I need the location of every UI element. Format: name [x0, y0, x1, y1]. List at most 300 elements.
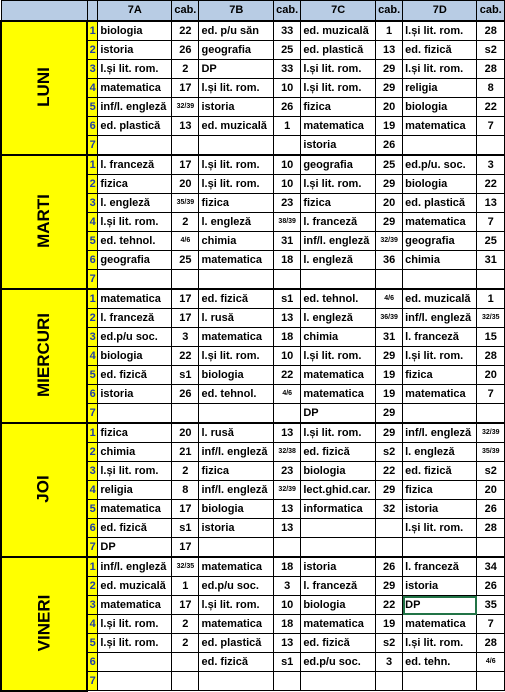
subject-cell[interactable]: [403, 270, 477, 290]
subject-cell[interactable]: biologia: [199, 500, 274, 519]
subject-cell[interactable]: ed. plastică: [301, 41, 376, 60]
subject-cell[interactable]: l. engleză: [199, 213, 274, 232]
subject-cell[interactable]: l. engleză: [301, 251, 376, 270]
room-cell[interactable]: [274, 672, 301, 691]
lesson-number[interactable]: 1: [87, 423, 98, 443]
subject-cell[interactable]: ed. tehnol.: [98, 232, 172, 251]
room-cell[interactable]: 13: [274, 519, 301, 538]
room-cell[interactable]: 25: [477, 232, 505, 251]
subject-cell[interactable]: matematica: [301, 385, 376, 404]
room-cell[interactable]: 4/6: [376, 289, 403, 309]
room-cell[interactable]: 22: [172, 347, 199, 366]
subject-cell[interactable]: istoria: [403, 500, 477, 519]
room-cell[interactable]: 28: [477, 60, 505, 79]
room-cell[interactable]: 26: [274, 98, 301, 117]
column-header-7a[interactable]: 7A: [98, 1, 172, 22]
subject-cell[interactable]: DP: [199, 60, 274, 79]
room-cell[interactable]: s2: [376, 634, 403, 653]
room-cell[interactable]: 19: [376, 615, 403, 634]
lesson-number[interactable]: 4: [87, 79, 98, 98]
lesson-number[interactable]: 3: [87, 60, 98, 79]
room-cell[interactable]: 18: [274, 328, 301, 347]
subject-cell[interactable]: fizica: [98, 175, 172, 194]
room-cell[interactable]: 13: [172, 117, 199, 136]
room-cell[interactable]: 18: [274, 615, 301, 634]
room-cell[interactable]: 22: [172, 21, 199, 41]
subject-cell[interactable]: fizica: [301, 194, 376, 213]
room-cell[interactable]: 8: [477, 79, 505, 98]
room-cell[interactable]: [274, 136, 301, 156]
subject-cell[interactable]: [98, 653, 172, 672]
room-cell[interactable]: [274, 270, 301, 290]
subject-cell[interactable]: istoria: [199, 519, 274, 538]
room-cell[interactable]: 20: [172, 175, 199, 194]
subject-cell[interactable]: l.și lit. rom.: [403, 347, 477, 366]
subject-cell[interactable]: ed. fizică: [199, 653, 274, 672]
room-cell[interactable]: 10: [274, 596, 301, 615]
room-cell[interactable]: 17: [172, 538, 199, 558]
room-cell[interactable]: 35: [477, 596, 505, 615]
subject-cell[interactable]: inf/l. engleză: [403, 423, 477, 443]
subject-cell[interactable]: [199, 270, 274, 290]
room-cell[interactable]: 4/6: [172, 232, 199, 251]
room-cell[interactable]: 36: [376, 251, 403, 270]
room-cell[interactable]: 38/39: [274, 213, 301, 232]
room-cell[interactable]: 26: [376, 136, 403, 156]
lesson-number[interactable]: 1: [87, 21, 98, 41]
subject-cell[interactable]: l.și lit. rom.: [403, 519, 477, 538]
room-cell[interactable]: 13: [274, 309, 301, 328]
room-cell[interactable]: 23: [274, 194, 301, 213]
day-label[interactable]: [1, 155, 87, 289]
room-cell[interactable]: 29: [376, 347, 403, 366]
subject-cell[interactable]: biologia: [301, 596, 376, 615]
room-cell[interactable]: [172, 404, 199, 424]
subject-cell[interactable]: l. franceză: [301, 213, 376, 232]
room-cell[interactable]: 22: [376, 462, 403, 481]
subject-cell[interactable]: matematica: [199, 615, 274, 634]
room-cell[interactable]: 25: [376, 155, 403, 175]
room-cell[interactable]: 4/6: [274, 385, 301, 404]
subject-cell[interactable]: l.și lit. rom.: [98, 615, 172, 634]
subject-cell[interactable]: geografia: [199, 41, 274, 60]
room-cell[interactable]: 22: [477, 98, 505, 117]
subject-cell[interactable]: fizica: [199, 462, 274, 481]
subject-cell[interactable]: geografia: [403, 232, 477, 251]
room-cell[interactable]: 8: [172, 481, 199, 500]
lesson-number[interactable]: 6: [87, 519, 98, 538]
day-label[interactable]: [1, 289, 87, 423]
subject-cell[interactable]: matematica: [301, 615, 376, 634]
room-cell[interactable]: [376, 270, 403, 290]
room-cell[interactable]: 1: [376, 21, 403, 41]
room-cell[interactable]: [477, 538, 505, 558]
room-cell[interactable]: 2: [172, 462, 199, 481]
room-cell[interactable]: 2: [172, 615, 199, 634]
subject-cell[interactable]: ed. plastică: [199, 634, 274, 653]
subject-cell[interactable]: chimia: [403, 251, 477, 270]
subject-cell[interactable]: religia: [98, 481, 172, 500]
subject-cell[interactable]: fizica: [403, 366, 477, 385]
subject-cell[interactable]: DP: [301, 404, 376, 424]
subject-cell[interactable]: l. engleză: [98, 194, 172, 213]
room-cell[interactable]: 29: [376, 79, 403, 98]
room-cell[interactable]: 26: [376, 557, 403, 577]
room-cell[interactable]: 2: [172, 60, 199, 79]
room-cell[interactable]: 33: [274, 60, 301, 79]
room-cell[interactable]: 22: [274, 366, 301, 385]
room-cell[interactable]: 20: [477, 366, 505, 385]
subject-cell[interactable]: [98, 404, 172, 424]
column-header-cab[interactable]: cab.: [172, 1, 199, 22]
subject-cell[interactable]: [301, 538, 376, 558]
subject-cell[interactable]: istoria: [199, 98, 274, 117]
subject-cell[interactable]: l.și lit. rom.: [199, 155, 274, 175]
subject-cell[interactable]: [199, 672, 274, 691]
subject-cell[interactable]: matematica: [403, 615, 477, 634]
subject-cell[interactable]: l.și lit. rom.: [98, 462, 172, 481]
subject-cell[interactable]: ed. p/u săn: [199, 21, 274, 41]
subject-cell[interactable]: ed. tehn.: [403, 653, 477, 672]
room-cell[interactable]: [477, 404, 505, 424]
lesson-number[interactable]: 5: [87, 232, 98, 251]
subject-cell[interactable]: ed.p/u soc.: [98, 328, 172, 347]
room-cell[interactable]: 20: [376, 98, 403, 117]
subject-cell[interactable]: biologia: [403, 175, 477, 194]
room-cell[interactable]: 28: [477, 519, 505, 538]
subject-cell[interactable]: ed.p/u. soc.: [403, 155, 477, 175]
subject-cell[interactable]: biologia: [98, 347, 172, 366]
room-cell[interactable]: 31: [376, 328, 403, 347]
lesson-number[interactable]: 5: [87, 98, 98, 117]
day-label[interactable]: [1, 557, 87, 691]
lesson-number[interactable]: 2: [87, 175, 98, 194]
room-cell[interactable]: 22: [477, 175, 505, 194]
subject-cell[interactable]: [301, 672, 376, 691]
subject-cell[interactable]: [199, 136, 274, 156]
lesson-number[interactable]: 3: [87, 462, 98, 481]
subject-cell[interactable]: [403, 672, 477, 691]
room-cell[interactable]: [376, 519, 403, 538]
subject-cell[interactable]: matematica: [301, 117, 376, 136]
subject-cell[interactable]: inf/l. engleză: [403, 309, 477, 328]
day-label[interactable]: [1, 21, 87, 155]
room-cell[interactable]: [172, 136, 199, 156]
room-cell[interactable]: 3: [376, 653, 403, 672]
subject-cell[interactable]: ed. muzicală: [98, 577, 172, 596]
subject-cell[interactable]: matematica: [199, 557, 274, 577]
subject-cell[interactable]: [98, 270, 172, 290]
subject-cell[interactable]: [403, 538, 477, 558]
subject-cell[interactable]: l. franceză: [98, 309, 172, 328]
subject-cell[interactable]: l.și lit. rom.: [301, 423, 376, 443]
room-cell[interactable]: 3: [274, 577, 301, 596]
subject-cell[interactable]: geografia: [301, 155, 376, 175]
room-cell[interactable]: [172, 672, 199, 691]
room-cell[interactable]: 32/39: [477, 423, 505, 443]
room-cell[interactable]: 26: [477, 500, 505, 519]
subject-cell[interactable]: biologia: [199, 366, 274, 385]
room-cell[interactable]: s1: [172, 519, 199, 538]
subject-cell[interactable]: l. franceză: [98, 155, 172, 175]
room-cell[interactable]: 18: [274, 251, 301, 270]
subject-cell[interactable]: ed. fizică: [98, 519, 172, 538]
subject-cell[interactable]: biologia: [403, 98, 477, 117]
subject-cell[interactable]: fizica: [403, 481, 477, 500]
corner-cell[interactable]: [87, 1, 98, 22]
room-cell[interactable]: 19: [376, 366, 403, 385]
room-cell[interactable]: s1: [274, 653, 301, 672]
room-cell[interactable]: 2: [172, 213, 199, 232]
column-header-cab[interactable]: cab.: [274, 1, 301, 22]
subject-cell[interactable]: [98, 136, 172, 156]
lesson-number[interactable]: 6: [87, 653, 98, 672]
subject-cell[interactable]: l.și lit. rom.: [98, 213, 172, 232]
subject-cell[interactable]: fizica: [301, 98, 376, 117]
room-cell[interactable]: 7: [477, 615, 505, 634]
room-cell[interactable]: 26: [172, 41, 199, 60]
subject-cell[interactable]: l. engleză: [301, 309, 376, 328]
subject-cell[interactable]: l.și lit. rom.: [98, 634, 172, 653]
column-header-7d[interactable]: 7D: [403, 1, 477, 22]
subject-cell[interactable]: l. engleză: [403, 443, 477, 462]
lesson-number[interactable]: 4: [87, 481, 98, 500]
room-cell[interactable]: 17: [172, 155, 199, 175]
lesson-number[interactable]: 7: [87, 404, 98, 424]
subject-cell[interactable]: l.și lit. rom.: [301, 79, 376, 98]
subject-cell[interactable]: DP: [98, 538, 172, 558]
subject-cell[interactable]: [403, 404, 477, 424]
subject-cell[interactable]: geografia: [98, 251, 172, 270]
subject-cell[interactable]: istoria: [98, 385, 172, 404]
subject-cell[interactable]: ed.p/u soc.: [301, 653, 376, 672]
room-cell[interactable]: 26: [172, 385, 199, 404]
room-cell[interactable]: 32/38: [274, 443, 301, 462]
room-cell[interactable]: 13: [477, 194, 505, 213]
subject-cell[interactable]: inf/l. engleză: [98, 98, 172, 117]
room-cell[interactable]: 35/39: [477, 443, 505, 462]
room-cell[interactable]: 29: [376, 404, 403, 424]
subject-cell[interactable]: ed. fizică: [98, 366, 172, 385]
lesson-number[interactable]: 2: [87, 577, 98, 596]
subject-cell[interactable]: matematica: [98, 79, 172, 98]
room-cell[interactable]: 13: [274, 634, 301, 653]
subject-cell[interactable]: l. rusă: [199, 309, 274, 328]
room-cell[interactable]: 3: [172, 328, 199, 347]
lesson-number[interactable]: 3: [87, 194, 98, 213]
room-cell[interactable]: 20: [172, 423, 199, 443]
subject-cell[interactable]: istoria: [301, 136, 376, 156]
lesson-number[interactable]: 1: [87, 289, 98, 309]
subject-cell[interactable]: l. franceză: [301, 577, 376, 596]
room-cell[interactable]: 28: [477, 634, 505, 653]
room-cell[interactable]: 19: [376, 385, 403, 404]
room-cell[interactable]: 29: [376, 213, 403, 232]
subject-cell[interactable]: l.și lit. rom.: [199, 175, 274, 194]
subject-cell[interactable]: fizica: [98, 423, 172, 443]
room-cell[interactable]: 25: [172, 251, 199, 270]
subject-cell[interactable]: matematica: [199, 251, 274, 270]
subject-cell[interactable]: ed. plastică: [403, 194, 477, 213]
room-cell[interactable]: [274, 404, 301, 424]
room-cell[interactable]: 25: [274, 41, 301, 60]
subject-cell[interactable]: religia: [403, 79, 477, 98]
room-cell[interactable]: 17: [172, 596, 199, 615]
room-cell[interactable]: 10: [274, 79, 301, 98]
room-cell[interactable]: s2: [376, 443, 403, 462]
room-cell[interactable]: 29: [376, 577, 403, 596]
room-cell[interactable]: [172, 270, 199, 290]
room-cell[interactable]: [477, 672, 505, 691]
lesson-number[interactable]: 4: [87, 347, 98, 366]
subject-cell[interactable]: [301, 270, 376, 290]
room-cell[interactable]: 29: [376, 60, 403, 79]
room-cell[interactable]: 1: [274, 117, 301, 136]
room-cell[interactable]: 33: [274, 21, 301, 41]
subject-cell[interactable]: l.și lit. rom.: [199, 79, 274, 98]
room-cell[interactable]: 2: [172, 634, 199, 653]
lesson-number[interactable]: 1: [87, 155, 98, 175]
room-cell[interactable]: [376, 538, 403, 558]
subject-cell[interactable]: ed. tehnol.: [199, 385, 274, 404]
lesson-number[interactable]: 3: [87, 328, 98, 347]
subject-cell[interactable]: inf/l. engleză: [98, 557, 172, 577]
subject-cell[interactable]: [199, 538, 274, 558]
room-cell[interactable]: [477, 136, 505, 156]
room-cell[interactable]: 32/35: [172, 557, 199, 577]
lesson-number[interactable]: 6: [87, 251, 98, 270]
subject-cell[interactable]: l.și lit. rom.: [301, 347, 376, 366]
room-cell[interactable]: 26: [477, 577, 505, 596]
column-header-cab[interactable]: cab.: [477, 1, 505, 22]
room-cell[interactable]: 29: [376, 175, 403, 194]
room-cell[interactable]: 18: [274, 557, 301, 577]
lesson-number[interactable]: 1: [87, 557, 98, 577]
subject-cell[interactable]: matematica: [403, 385, 477, 404]
room-cell[interactable]: 31: [477, 251, 505, 270]
lesson-number[interactable]: 2: [87, 309, 98, 328]
subject-cell[interactable]: biologia: [98, 21, 172, 41]
room-cell[interactable]: 3: [477, 155, 505, 175]
subject-cell[interactable]: l. franceză: [403, 328, 477, 347]
corner-cell[interactable]: [1, 1, 87, 22]
room-cell[interactable]: 13: [376, 41, 403, 60]
subject-cell[interactable]: chimia: [98, 443, 172, 462]
subject-cell[interactable]: matematica: [98, 500, 172, 519]
lesson-number[interactable]: 5: [87, 500, 98, 519]
subject-cell[interactable]: fizica: [199, 194, 274, 213]
room-cell[interactable]: 17: [172, 79, 199, 98]
room-cell[interactable]: 10: [274, 175, 301, 194]
room-cell[interactable]: 20: [477, 481, 505, 500]
subject-cell[interactable]: matematica: [301, 366, 376, 385]
room-cell[interactable]: 36/39: [376, 309, 403, 328]
room-cell[interactable]: 32/39: [274, 481, 301, 500]
subject-cell[interactable]: istoria: [403, 577, 477, 596]
subject-cell[interactable]: ed. fizică: [301, 443, 376, 462]
subject-cell[interactable]: istoria: [98, 41, 172, 60]
subject-cell[interactable]: l.și lit. rom.: [403, 21, 477, 41]
subject-cell[interactable]: l.și lit. rom.: [403, 60, 477, 79]
lesson-number[interactable]: 5: [87, 366, 98, 385]
room-cell[interactable]: 34: [477, 557, 505, 577]
room-cell[interactable]: 29: [376, 481, 403, 500]
column-header-7b[interactable]: 7B: [199, 1, 274, 22]
room-cell[interactable]: 20: [376, 194, 403, 213]
room-cell[interactable]: 17: [172, 500, 199, 519]
room-cell[interactable]: 15: [477, 328, 505, 347]
lesson-number[interactable]: 4: [87, 213, 98, 232]
subject-cell[interactable]: inf/l. engleză: [199, 481, 274, 500]
lesson-number[interactable]: 5: [87, 634, 98, 653]
lesson-number[interactable]: 7: [87, 538, 98, 558]
room-cell[interactable]: 29: [376, 423, 403, 443]
subject-cell[interactable]: matematica: [199, 328, 274, 347]
subject-cell[interactable]: l.și lit. rom.: [403, 634, 477, 653]
room-cell[interactable]: 32/39: [172, 98, 199, 117]
room-cell[interactable]: 10: [274, 347, 301, 366]
room-cell[interactable]: s2: [477, 41, 505, 60]
column-header-cab[interactable]: cab.: [376, 1, 403, 22]
column-header-7c[interactable]: 7C: [301, 1, 376, 22]
subject-cell[interactable]: matematica: [403, 213, 477, 232]
room-cell[interactable]: 4/6: [477, 653, 505, 672]
day-label[interactable]: [1, 423, 87, 557]
room-cell[interactable]: 13: [274, 500, 301, 519]
subject-cell[interactable]: l.și lit. rom.: [301, 175, 376, 194]
subject-cell[interactable]: ed. tehnol.: [301, 289, 376, 309]
subject-cell[interactable]: ed. plastică: [98, 117, 172, 136]
subject-cell[interactable]: l. rusă: [199, 423, 274, 443]
subject-cell[interactable]: matematica: [403, 117, 477, 136]
subject-cell[interactable]: [403, 136, 477, 156]
subject-cell[interactable]: l. franceză: [403, 557, 477, 577]
lesson-number[interactable]: 7: [87, 136, 98, 156]
room-cell[interactable]: 28: [477, 21, 505, 41]
room-cell[interactable]: 19: [376, 117, 403, 136]
subject-cell[interactable]: biologia: [301, 462, 376, 481]
lesson-number[interactable]: 6: [87, 117, 98, 136]
subject-cell[interactable]: ed. fizică: [403, 462, 477, 481]
room-cell[interactable]: 7: [477, 385, 505, 404]
room-cell[interactable]: 22: [376, 596, 403, 615]
subject-cell[interactable]: ed. muzicală: [403, 289, 477, 309]
subject-cell[interactable]: ed. fizică: [301, 634, 376, 653]
room-cell[interactable]: 32: [376, 500, 403, 519]
subject-cell[interactable]: ed. muzicală: [301, 21, 376, 41]
room-cell[interactable]: 23: [274, 462, 301, 481]
subject-cell[interactable]: [98, 672, 172, 691]
room-cell[interactable]: 7: [477, 117, 505, 136]
lesson-number[interactable]: 3: [87, 596, 98, 615]
room-cell[interactable]: [172, 653, 199, 672]
room-cell[interactable]: s2: [477, 462, 505, 481]
subject-cell[interactable]: chimia: [199, 232, 274, 251]
subject-cell[interactable]: l.și lit. rom.: [98, 60, 172, 79]
subject-cell[interactable]: inf/l. engleză: [199, 443, 274, 462]
subject-cell[interactable]: ed. muzicală: [199, 117, 274, 136]
lesson-number[interactable]: 7: [87, 672, 98, 691]
subject-cell[interactable]: ed. fizică: [403, 41, 477, 60]
lesson-number[interactable]: 2: [87, 443, 98, 462]
lesson-number[interactable]: 6: [87, 385, 98, 404]
subject-cell[interactable]: l.și lit. rom.: [199, 596, 274, 615]
subject-cell[interactable]: DP: [403, 596, 477, 615]
room-cell[interactable]: s1: [172, 366, 199, 385]
room-cell[interactable]: 28: [477, 347, 505, 366]
lesson-number[interactable]: 2: [87, 41, 98, 60]
room-cell[interactable]: [477, 270, 505, 290]
